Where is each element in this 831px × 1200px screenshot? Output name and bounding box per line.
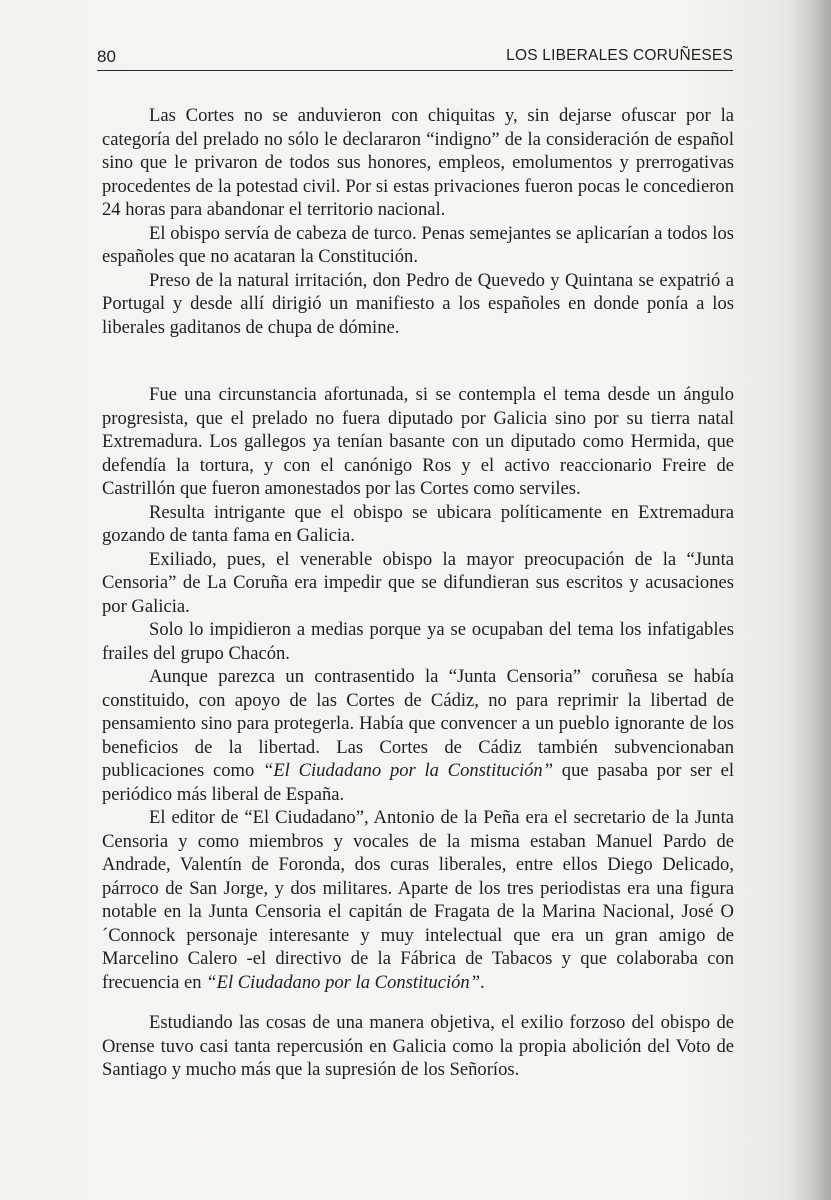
italic-title: “El Ciudadano por la Constitución”	[262, 760, 554, 781]
text-run: Aunque parezca un contrasentido la “Junta Censoria” coruñesa se había constituido, con apoyo de las Cortes de Cádiz, no para reprimir la libertad de pensamiento sino para protegerla. Había que convencer a un pueblo ignorante de los beneficios de la libertad. Las Cortes de Cádiz también subvencionaban publicaciones como	[102, 666, 734, 781]
running-head: LOS LIBERALES CORUÑESES	[506, 47, 733, 64]
body-text	[102, 104, 734, 1082]
text-run: .	[480, 971, 485, 993]
paragraph	[102, 665, 734, 806]
paragraph: Resulta intrigante que el obispo se ubicara políticamente en Extremadura gozando de tanta fama en Galicia.	[102, 501, 734, 546]
paragraph: Solo lo impidieron a medias porque ya se ocupaban del tema los infatigables frailes del grupo Chacón.	[102, 619, 734, 664]
spine-shadow	[791, 0, 831, 1200]
text-run: que pasaba por ser el periódico más liberal de España.	[102, 760, 734, 805]
italic-title: “El Ciudadano por la Constitución”	[206, 971, 481, 993]
paragraph: Estudiando las cosas de una manera objetiva, el exilio forzoso del obispo de Orense tuvo casi tanta repercusión en Galicia como la propia abolición del Voto de Santiago y mucho más que la supresión de los Señoríos.	[102, 1012, 734, 1080]
paragraph: El obispo servía de cabeza de turco. Penas semejantes se aplicarían a todos los españoles que no acataran la Constitución.	[102, 222, 734, 267]
paragraph: Las Cortes no se anduvieron con chiquitas y, sin dejarse ofuscar por la categoría del prelado no sólo le declararon “indigno” de la consideración de español sino que le privaron de todos sus honores, empleos, emolumentos y prerrogativas procedentes de la potestad civil. Por si estas privaciones fueron pocas le concedieron 24 horas para abandonar el territorio nacional.	[102, 105, 734, 220]
page-header	[97, 44, 733, 71]
paragraph: Exiliado, pues, el venerable obispo la mayor preocupación de la “Junta Censoria” de La Coruña era impedir que se difundieran sus escritos y acusaciones por Galicia.	[102, 548, 734, 617]
text-run: El editor de “El Ciudadano”, Antonio de la Peña era el secretario de la Junta Censoria y como miembros y vocales de la misma estaban Manuel Pardo de Andrade, Valentín de Foronda, dos curas liberales, entre ellos Diego Delicado, párroco de San Jorge, y dos militares. Aparte de los tres periodistas era una figura notable en la Junta Censoria el capitán de Fragata de la Marina Nacional, José O´Connock personaje interesante y muy intelectual que era un gran amigo de Marcelino Calero -el directivo de la Fábrica de Tabacos y que colaboraba con frecuencia en	[102, 807, 734, 993]
paragraph: Preso de la natural irritación, don Pedro de Quevedo y Quintana se expatrió a Portugal y desde allí dirigió un manifiesto a los españoles en donde ponía a los liberales gaditanos de chupa de dómine.	[102, 269, 734, 338]
paragraph: Fue una circunstancia afortunada, si se contempla el tema desde un ángulo progresista, que el prelado no fuera diputado por Galicia sino por su tierra natal Extremadura. Los gallegos ya tenían basante con un diputado como Hermida, que defendía la tortura, y con el canónigo Ros y el activo reaccionario Freire de Castrillón que fueron amonestados por las Cortes como serviles.	[102, 384, 734, 499]
paragraph	[102, 806, 734, 994]
page-number: 80	[97, 47, 116, 66]
